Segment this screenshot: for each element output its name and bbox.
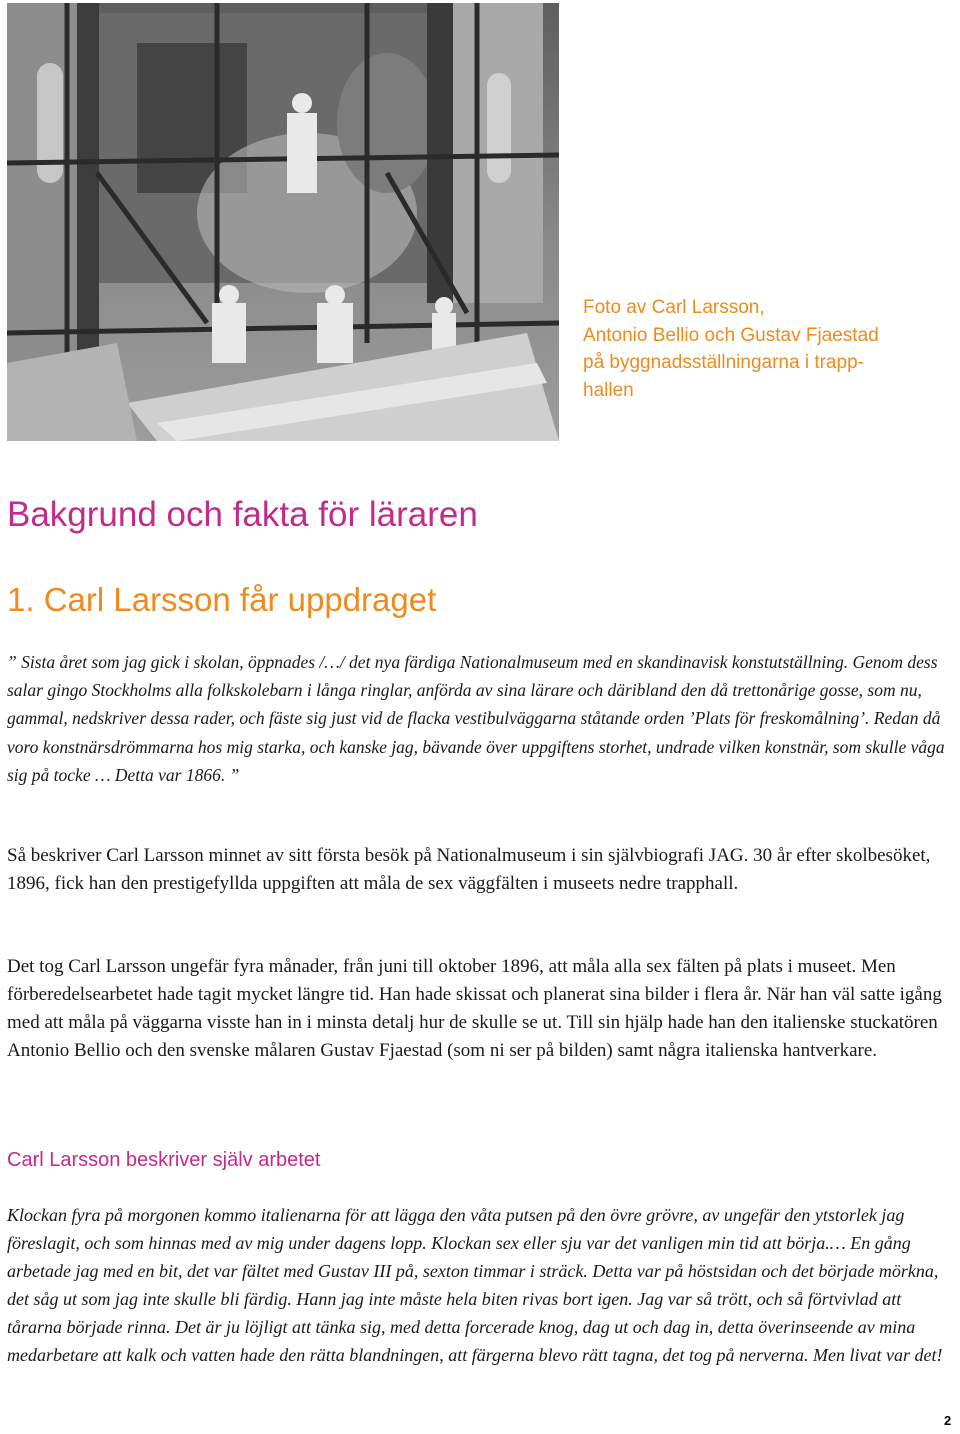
page-title: Bakgrund och fakta för läraren (7, 495, 478, 534)
photo-caption (583, 294, 923, 404)
autobiography-quote: ” Sista året som jag gick i skolan, öppnades /…/ det nya färdiga Nationalmuseum med en skandinavisk konstutställning. Genom dess salar gingo Stockholms alla folkskolebarn i långa ringlar, anförda av sina lärare och däribland den då trettonårige gosse, som nu, gammal, nedskriver dessa rader, och fäste sig just vid de flacka vestibulväggarna ståtande orden ’Plats för freskomålning’. Redan då voro konstnärsdrömmarna hos mig starka, och kanske jag, bävande över uppgiftens storhet, undrade vilken konstnär, som skulle våga sig på tocke … Detta var 1866. ” (7, 652, 945, 785)
caption-line: på byggnadsställningarna i trapp- (583, 352, 864, 373)
subsection-title: Carl Larsson beskriver själv arbetet (7, 1149, 321, 1171)
section-title: 1. Carl Larsson får uppdraget (7, 581, 437, 618)
caption-line: hallen (583, 379, 634, 401)
body-paragraph-1: Så beskriver Carl Larsson minnet av sitt första besök på Nationalmuseum i sin självbiografi JAG. 30 år efter skolbesöket, 1896, fick han den prestigefyllda uppgiften att måla de sex väggfälten i museets nedre trapphall. (7, 845, 931, 894)
caption-line: Antonio Bellio och Gustav Fjaestad (583, 324, 879, 346)
body-paragraph-2: Det tog Carl Larsson ungefär fyra månader, från juni till oktober 1896, att måla alla sex fälten på plats i museet. Men förberedelsearbetet hade tagit mycket längre tid. Han hade skissat och planerat sina bilder i flera år. När han väl satte igång med att måla på väggarna visste han in i minsta detalj hur de skulle se ut. Till sin hjälp hade han den italienske stuckatören Antonio Bellio och den svenske målaren Gustav Fjaestad (som ni ser på bilden) samt några italienska hantverkare. (7, 956, 942, 1061)
page-number: 2 (944, 1413, 952, 1428)
photo-scaffolding-image (7, 3, 559, 441)
work-description-quote: Klockan fyra på morgonen kommo italienarna för att lägga den våta putsen på den övre grövre, av ungefär den ytstorlek jag föreslagit, och som hinnas med av mig under dagens lopp. Klockan sex eller sju var det vanligen min tid att börja.… En gång arbetade jag med en bit, det var fältet med Gustav III på, sexton timmar i sträck. Detta var på höstsidan och det började mörkna, det såg ut som jag inte skulle bli färdig. Hann jag inte måste hela biten rivas bort igen. Jag var så trött, och så förtvivlad att tårarna började rinna. Det är ju löjligt att tänka sig, med detta forcerade knog, dag ut och dag in, detta överinseende av mina medarbetare att kalk och vatten hade den rätta blandningen, att färgerna blevo rätt tagna, det tog på nerverna. Men livat var det! (7, 1205, 943, 1365)
caption-line: Foto av Carl Larsson, (583, 297, 765, 318)
